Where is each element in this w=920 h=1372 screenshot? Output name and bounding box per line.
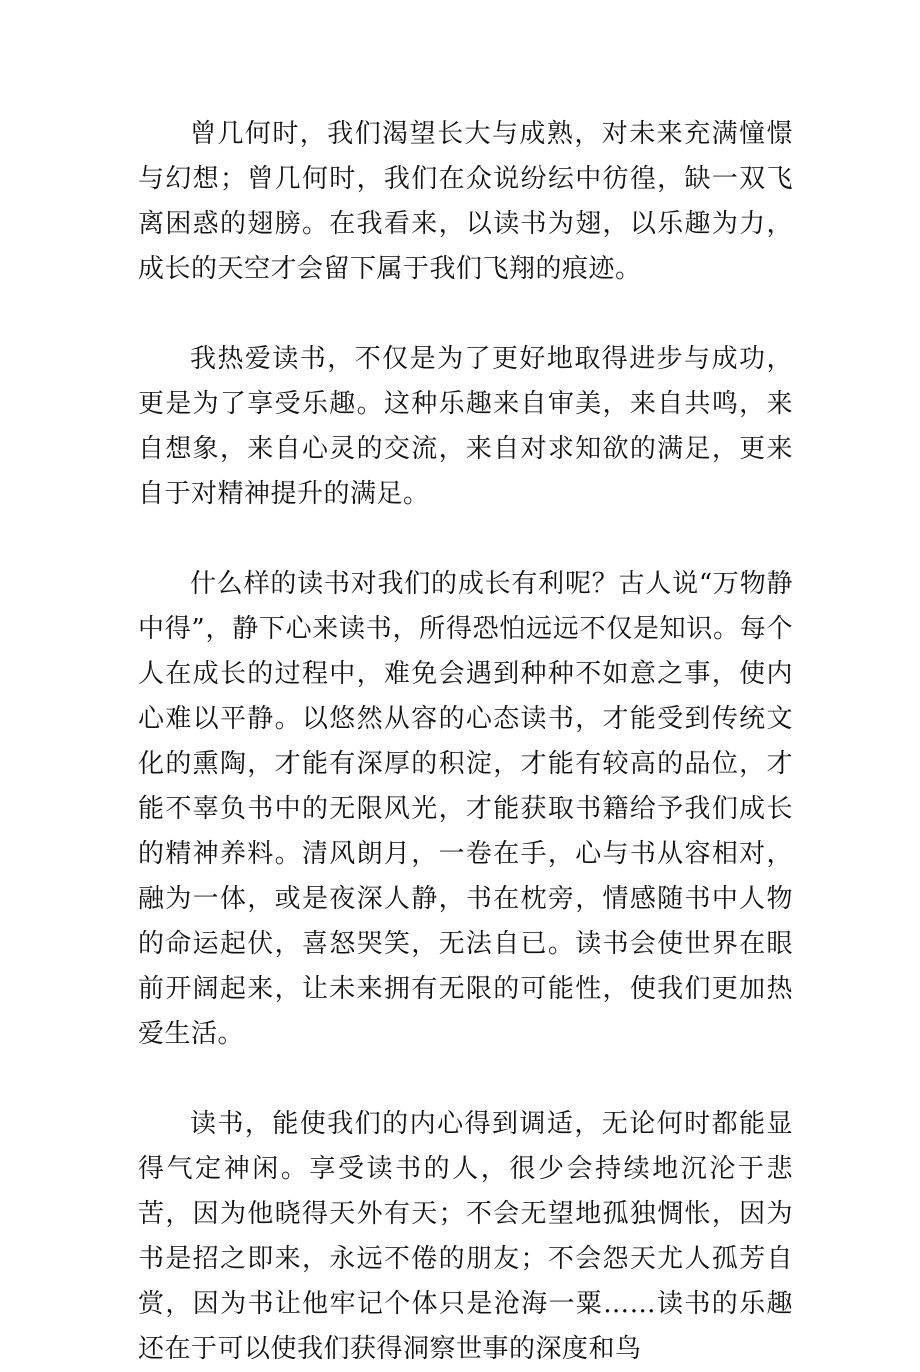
paragraph-2: 我热爱读书，不仅是为了更好地取得进步与成功，更是为了享受乐趣。这种乐趣来自审美，来自共鸣，来自想象，来自心灵的交流，来自对求知欲的满足，更来自于对精神提升的满足。	[138, 344, 793, 509]
essay-body	[138, 112, 793, 1372]
paragraph-3: 什么样的读书对我们的成长有利呢？古人说“万物静中得”，静下心来读书，所得恐怕远远不仅是知识。每个人在成长的过程中，难免会遇到种种不如意之事，使内心难以平静。以悠然从容的心态读书，才能受到传统文化的熏陶，才能有深厚的积淀，才能有较高的品位，才能不辜负书中的无限风光，才能获取书籍给予我们成长的精神养料。清风朗月，一卷在手，心与书从容相对，融为一体，或是夜深人静，书在枕旁，情感随书中人物的命运起伏，喜怒哭笑，无法自已。读书会使世界在眼前开阔起来，让未来拥有无限的可能性，使我们更加热爱生活。	[138, 569, 793, 1049]
paragraph-1: 曾几何时，我们渴望长大与成熟，对未来充满憧憬与幻想；曾几何时，我们在众说纷纭中彷徨，缺一双飞离困惑的翅膀。在我看来，以读书为翅，以乐趣为力，成长的天空才会留下属于我们飞翔的痕迹。	[138, 119, 793, 284]
paragraph-4: 读书，能使我们的内心得到调适，无论何时都能显得气定神闲。享受读书的人，很少会持续地沉沦于悲苦，因为他晓得天外有天；不会无望地孤独惆怅，因为书是招之即来，永远不倦的朋友；不会怨天尤人孤芳自赏，因为书让他牢记个体只是沧海一粟……读书的乐趣还在于可以使我们获得洞察世事的深度和鸟	[138, 1109, 793, 1364]
